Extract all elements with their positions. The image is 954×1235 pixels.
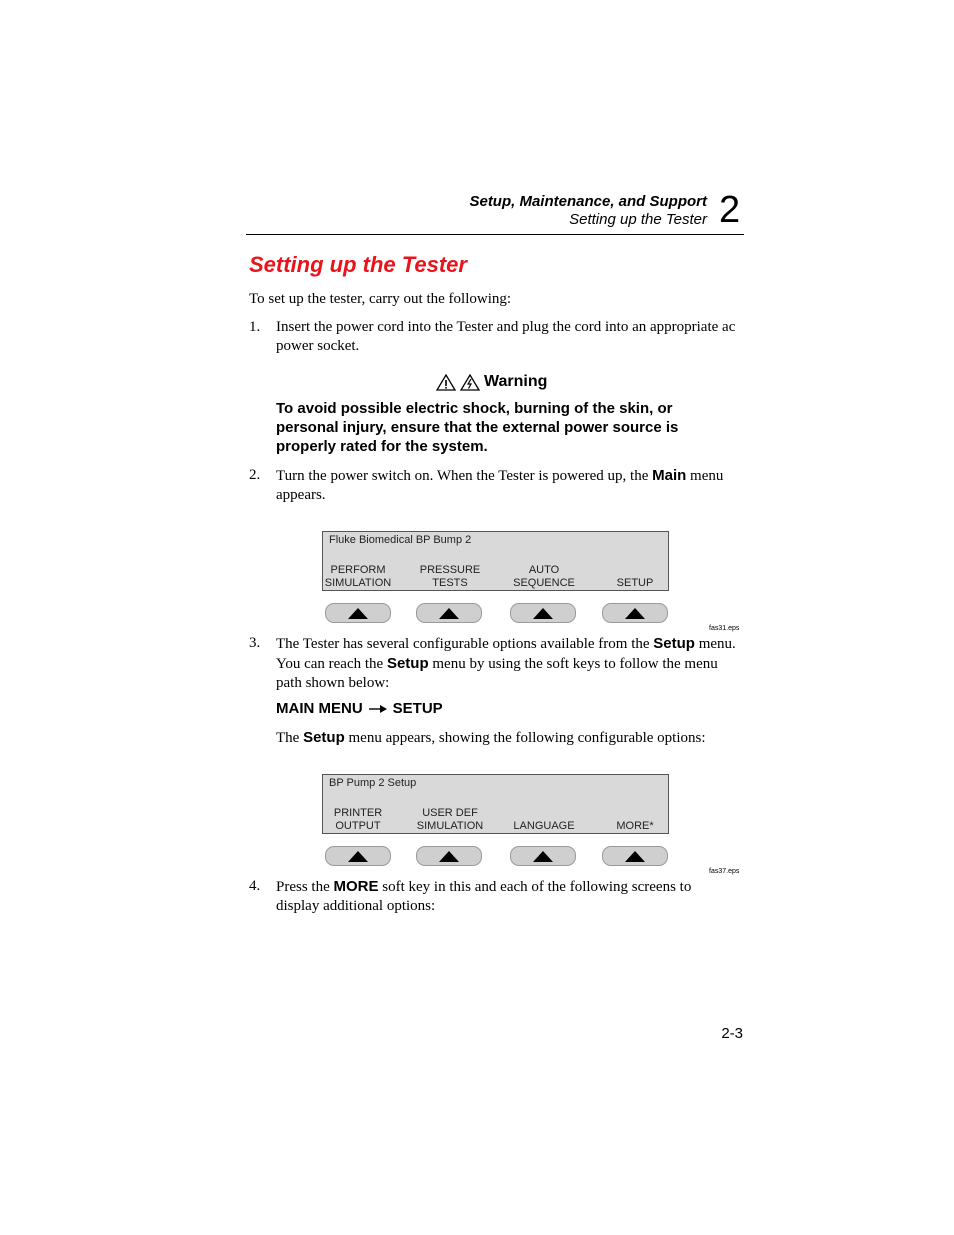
electric-shock-icon xyxy=(460,374,480,391)
step-3-mid: menu. You can reach the xyxy=(276,636,736,672)
step-4-pre: Press the xyxy=(276,879,334,895)
section-title: Setting up the Tester xyxy=(249,252,467,277)
lcd-option: SETUP xyxy=(616,577,654,589)
setup-key-label: Setup xyxy=(386,655,429,672)
soft-key-3[interactable] xyxy=(510,603,576,623)
running-header-subsection: Setting up the Tester xyxy=(569,211,707,228)
soft-key-1[interactable] xyxy=(325,603,391,623)
arrow-right-icon xyxy=(368,704,388,714)
soft-key-4[interactable] xyxy=(602,603,668,623)
up-arrow-icon xyxy=(533,608,553,619)
menu-path-to: SETUP xyxy=(392,700,443,717)
step-4-post: soft key in this and each of the following screens to display additional options: xyxy=(276,879,692,914)
chapter-number: 2 xyxy=(719,189,741,231)
step-4-text xyxy=(276,877,716,916)
main-key-label: Main xyxy=(652,467,687,484)
up-arrow-icon xyxy=(439,608,459,619)
step-1-text: Insert the power cord into the Tester and plug the cord into an appropriate ac power socket. xyxy=(276,319,736,354)
step-3-number: 3. xyxy=(249,635,261,651)
warning-triangle-icon xyxy=(436,374,456,391)
up-arrow-icon xyxy=(625,608,645,619)
step-4-number: 4. xyxy=(249,878,261,894)
figure-filename: fas31.eps xyxy=(709,625,740,632)
lcd-option: PRINTER OUTPUT xyxy=(333,807,383,832)
soft-key-4[interactable] xyxy=(602,846,668,866)
warning-text: To avoid possible electric shock, burning of the skin, or personal injury, ensure that the external power source is properly rated for the system. xyxy=(276,400,679,455)
menu-path-from: MAIN MENU xyxy=(276,700,363,717)
setup-sentence-post: menu appears, showing the following configurable options: xyxy=(344,730,706,746)
step-3-post: menu by using the soft keys to follow the menu path shown below: xyxy=(276,656,718,691)
page-number: 2-3 xyxy=(721,1025,743,1042)
step-2-text xyxy=(276,466,746,505)
lcd-option: MORE* xyxy=(616,820,654,832)
main-menu-lcd-screen xyxy=(322,531,669,591)
step-2-post: menu appears. xyxy=(276,468,724,503)
setup-key-label: Setup xyxy=(303,729,345,746)
soft-key-3[interactable] xyxy=(510,846,576,866)
step-1-number: 1. xyxy=(249,319,261,335)
lcd-option: PERFORM SIMULATION xyxy=(324,564,392,589)
step-3-pre: The Tester has several configurable options available from the xyxy=(276,636,654,652)
setup-sentence-pre: The xyxy=(276,730,304,746)
header-rule xyxy=(246,234,744,235)
up-arrow-icon xyxy=(533,851,553,862)
menu-path xyxy=(276,700,443,717)
soft-key-1[interactable] xyxy=(325,846,391,866)
up-arrow-icon xyxy=(348,608,368,619)
up-arrow-icon xyxy=(625,851,645,862)
up-arrow-icon xyxy=(439,851,459,862)
more-key-label: MORE xyxy=(333,878,379,895)
up-arrow-icon xyxy=(348,851,368,862)
setup-menu-lcd-screen xyxy=(322,774,669,834)
running-header-section: Setup, Maintenance, and Support xyxy=(469,193,707,210)
intro-text: To set up the tester, carry out the following: xyxy=(249,291,512,307)
warning-heading xyxy=(436,373,547,391)
lcd-option: USER DEF SIMULATION xyxy=(416,807,484,832)
lcd-title: Fluke Biomedical BP Bump 2 xyxy=(329,534,472,546)
setup-sentence xyxy=(276,728,746,748)
step-2-number: 2. xyxy=(249,467,261,483)
lcd-option: LANGUAGE xyxy=(513,820,575,832)
lcd-option: PRESSURE TESTS xyxy=(419,564,481,589)
step-2-pre: Turn the power switch on. When the Tester is powered up, the xyxy=(276,468,653,484)
figure-filename: fas37.eps xyxy=(709,868,740,875)
soft-key-2[interactable] xyxy=(416,846,482,866)
lcd-title: BP Pump 2 Setup xyxy=(329,777,417,789)
setup-key-label: Setup xyxy=(653,635,695,652)
step-3-text xyxy=(276,634,746,693)
soft-key-2[interactable] xyxy=(416,603,482,623)
warning-label: Warning xyxy=(484,373,548,390)
lcd-option: AUTO SEQUENCE xyxy=(513,564,575,589)
